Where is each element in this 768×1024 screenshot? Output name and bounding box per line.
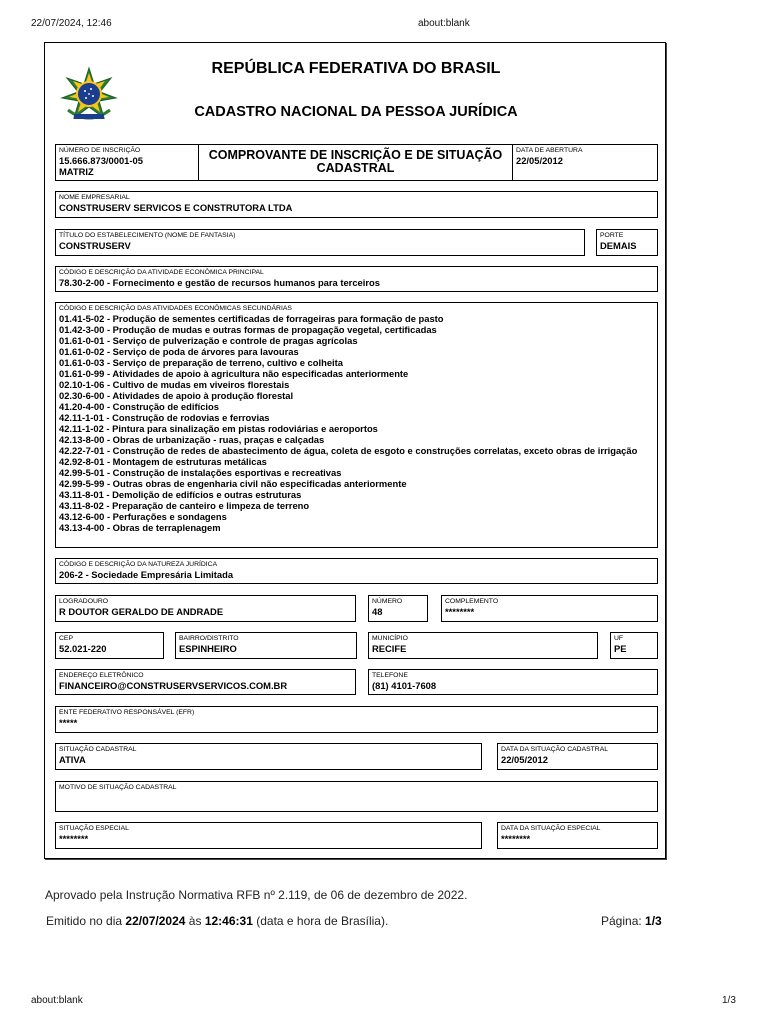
porte-label: PORTE: [600, 232, 624, 239]
numero-value: 48: [372, 606, 383, 617]
fantasia-value: CONSTRUSERV: [59, 240, 131, 251]
telefone-value: (81) 4101-7608: [372, 680, 437, 691]
inscricao-tipo: MATRIZ: [59, 166, 94, 177]
efr-box: [55, 706, 658, 733]
list-item: 02.30-6-00 - Atividades de apoio à produção florestal: [59, 390, 294, 401]
abertura-label: DATA DE ABERTURA: [516, 147, 583, 154]
fantasia-box: [55, 229, 585, 256]
list-item: 01.61-0-02 - Serviço de poda de árvores para lavouras: [59, 346, 299, 357]
complemento-label: COMPLEMENTO: [445, 598, 499, 605]
situacao-label: SITUAÇÃO CADASTRAL: [59, 746, 137, 753]
list-item: 42.99-5-01 - Construção de instalações esportivas e recreativas: [59, 467, 342, 478]
fantasia-label: TÍTULO DO ESTABELECIMENTO (NOME DE FANTASIA): [59, 232, 236, 239]
abertura-value: 22/05/2012: [516, 155, 563, 166]
print-url: about:blank: [418, 18, 470, 29]
list-item: 43.13-4-00 - Obras de terraplenagem: [59, 522, 221, 533]
comprovante-box: [198, 144, 513, 181]
list-item: 43.11-8-01 - Demolição de edifícios e outras estruturas: [59, 489, 302, 500]
situacao-especial-value: ********: [59, 833, 89, 844]
telefone-label: TELEFONE: [372, 672, 408, 679]
emitido-prefix: Emitido no dia: [46, 914, 123, 928]
municipio-label: MUNICÍPIO: [372, 635, 408, 642]
email-label: ENDEREÇO ELETRÔNICO: [59, 672, 144, 679]
motivo-label: MOTIVO DE SITUAÇÃO CADASTRAL: [59, 784, 177, 791]
atividades-secundarias-box: [55, 302, 658, 548]
print-datetime: 22/07/2024, 12:46: [31, 18, 112, 29]
situacao-value: ATIVA: [59, 754, 86, 765]
abertura-box: [512, 144, 658, 181]
atividade-principal-value: 78.30-2-00 - Fornecimento e gestão de recursos humanos para terceiros: [59, 277, 380, 288]
bairro-box: [175, 632, 357, 659]
porte-box: [596, 229, 658, 256]
republic-title: REPÚBLICA FEDERATIVA DO BRASIL: [211, 60, 501, 77]
data-situacao-box: [497, 743, 658, 770]
uf-box: [610, 632, 658, 659]
municipio-value: RECIFE: [372, 643, 407, 654]
efr-value: *****: [59, 717, 78, 728]
emitido-as: às: [188, 914, 202, 928]
atividade-principal-label: CÓDIGO E DESCRIÇÃO DA ATIVIDADE ECONÔMICA PRINCIPAL: [59, 269, 264, 276]
print-page-count: 1/3: [722, 995, 736, 1006]
emitido-text: [46, 914, 388, 928]
situacao-especial-label: SITUAÇÃO ESPECIAL: [59, 825, 129, 832]
list-item: 42.13-8-00 - Obras de urbanização - ruas, praças e calçadas: [59, 434, 325, 445]
email-box: [55, 669, 356, 695]
numero-label: NÚMERO: [372, 598, 403, 605]
pagina-indicator: [601, 914, 662, 928]
porte-value: DEMAIS: [600, 240, 637, 251]
natureza-value: 206-2 - Sociedade Empresária Limitada: [59, 569, 234, 580]
inscricao-box: [55, 144, 199, 181]
uf-label: UF: [614, 635, 624, 642]
list-item: 01.41-5-02 - Produção de sementes certificadas de forrageiras para formação de pasto: [59, 313, 444, 324]
print-footer-url: about:blank: [31, 995, 83, 1006]
atividades-secundarias-label: CÓDIGO E DESCRIÇÃO DAS ATIVIDADES ECONÔMICAS SECUNDÁRIAS: [59, 305, 292, 312]
bairro-value: ESPINHEIRO: [179, 643, 237, 654]
municipio-box: [368, 632, 598, 659]
emitido-hora: 12:46:31: [204, 914, 253, 928]
list-item: 42.11-1-01 - Construção de rodovias e ferrovias: [59, 412, 270, 423]
list-item: 01.61-0-01 - Serviço de pulverização e controle de pragas agrícolas: [59, 335, 358, 346]
cadastro-title: CADASTRO NACIONAL DA PESSOA JURÍDICA: [194, 104, 518, 120]
emitido-suffix: (data e hora de Brasília).: [256, 914, 389, 928]
list-item: 41.20-4-00 - Construção de edifícios: [59, 401, 219, 412]
comprovante-line1: COMPROVANTE DE INSCRIÇÃO E DE SITUAÇÃO: [208, 148, 503, 162]
natureza-box: [55, 558, 658, 584]
list-item: 43.11-8-02 - Preparação de canteiro e limpeza de terreno: [59, 500, 310, 511]
logradouro-label: LOGRADOURO: [59, 598, 109, 605]
nome-empresarial-value: CONSTRUSERV SERVICOS E CONSTRUTORA LTDA: [59, 202, 293, 213]
list-item: 42.22-7-01 - Construção de redes de abastecimento de água, coleta de esgoto e construções correlatas, exceto obras de irrigação: [59, 445, 638, 456]
emitido-data: 22/07/2024: [125, 914, 186, 928]
atividade-principal-box: [55, 266, 658, 292]
list-item: 43.12-6-00 - Perfurações e sondagens: [59, 511, 227, 522]
cep-value: 52.021-220: [59, 643, 107, 654]
logradouro-value: R DOUTOR GERALDO DE ANDRADE: [59, 606, 224, 617]
logradouro-box: [55, 595, 356, 622]
list-item: 42.11-1-02 - Pintura para sinalização em pistas rodoviárias e aeroportos: [59, 423, 378, 434]
list-item: 42.92-8-01 - Montagem de estruturas metálicas: [59, 456, 267, 467]
inscricao-numero: 15.666.873/0001-05: [59, 155, 143, 166]
cep-label: CEP: [59, 635, 73, 642]
data-situacao-label: DATA DA SITUAÇÃO CADASTRAL: [501, 746, 609, 753]
pagina-label: Página:: [601, 914, 642, 928]
situacao-especial-box: [55, 822, 482, 849]
nome-empresarial-box: [55, 191, 658, 218]
data-situacao-especial-value: ********: [501, 833, 531, 844]
data-situacao-especial-box: [497, 822, 658, 849]
nome-empresarial-label: NOME EMPRESARIAL: [59, 194, 130, 201]
situacao-box: [55, 743, 482, 770]
telefone-box: [368, 669, 658, 695]
data-situacao-value: 22/05/2012: [501, 754, 548, 765]
cep-box: [55, 632, 164, 659]
complemento-box: [441, 595, 658, 622]
email-value: FINANCEIRO@CONSTRUSERVSERVICOS.COM.BR: [59, 680, 288, 691]
comprovante-line2: CADASTRAL: [316, 161, 395, 175]
list-item: 02.10-1-06 - Cultivo de mudas em viveiros florestais: [59, 379, 290, 390]
aprovado-text: Aprovado pela Instrução Normativa RFB nº 2.119, de 06 de dezembro de 2022.: [45, 888, 468, 902]
uf-value: PE: [614, 643, 627, 654]
inscricao-label: NÚMERO DE INSCRIÇÃO: [59, 147, 141, 154]
motivo-box: [55, 781, 658, 812]
complemento-value: ********: [445, 606, 475, 617]
bairro-label: BAIRRO/DISTRITO: [179, 635, 239, 642]
atividades-secundarias-list: [56, 313, 657, 533]
efr-label: ENTE FEDERATIVO RESPONSÁVEL (EFR): [59, 709, 195, 716]
numero-box: [368, 595, 428, 622]
pagina-value: 1/3: [645, 914, 662, 928]
data-situacao-especial-label: DATA DA SITUAÇÃO ESPECIAL: [501, 825, 601, 832]
list-item: 01.42-3-00 - Produção de mudas e outras formas de propagação vegetal, certificadas: [59, 324, 437, 335]
natureza-label: CÓDIGO E DESCRIÇÃO DA NATUREZA JURÍDICA: [59, 561, 218, 568]
list-item: 01.61-0-99 - Atividades de apoio à agricultura não especificadas anteriormente: [59, 368, 409, 379]
list-item: 42.99-5-99 - Outras obras de engenharia civil não especificadas anteriormente: [59, 478, 407, 489]
list-item: 01.61-0-03 - Serviço de preparação de terreno, cultivo e colheita: [59, 357, 343, 368]
